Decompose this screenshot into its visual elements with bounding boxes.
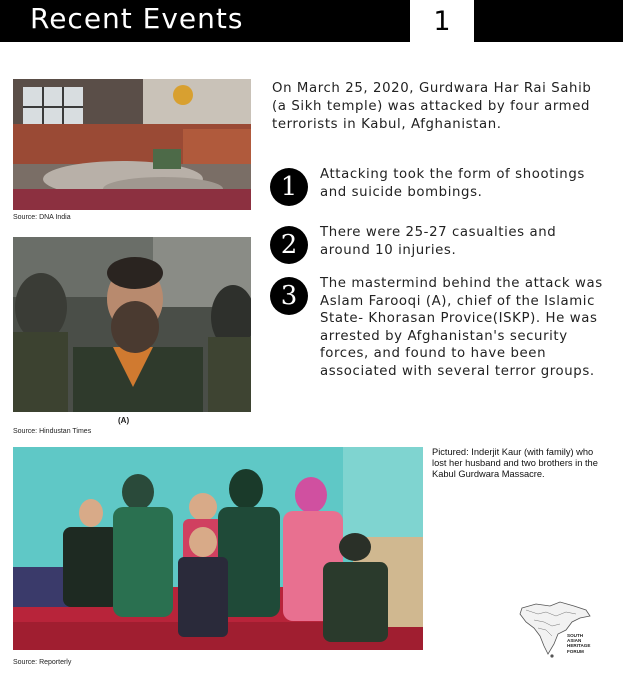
point-3-text: The mastermind behind the attack was Aslam Farooqi (A), chief of the Islamic State- Khorasan Provice(ISKP). He was arrested by Afghanistan's security forces, and found to have been associated with several terror groups.	[320, 276, 603, 379]
point-2-text: There were 25-27 casualties and around 10 injuries.	[320, 225, 557, 258]
page-number: 1	[410, 0, 474, 42]
logo-text	[567, 633, 590, 654]
suspect-photo	[13, 237, 251, 412]
logo-line-1: SOUTH	[567, 633, 584, 638]
family-photo	[13, 447, 423, 650]
intro-paragraph: On March 25, 2020, Gurdwara Har Rai Sahib (a Sikh temple) was attacked by four armed terrorists in Kabul, Afghanistan.	[272, 81, 592, 132]
page-title: Recent Events	[30, 2, 244, 35]
family-photo-source: Source: Reporterly	[13, 659, 72, 666]
point-1-text: Attacking took the form of shootings and suicide bombings.	[320, 167, 585, 200]
logo-line-4: FORUM	[567, 648, 584, 654]
logo-line-3: HERITAGE	[567, 643, 591, 649]
temple-photo	[13, 79, 251, 210]
number-3-icon: 3	[270, 277, 308, 315]
suspect-label: (A)	[118, 416, 130, 425]
number-2-icon: 2	[270, 226, 308, 264]
logo-line-2: ASIAN	[567, 638, 582, 644]
temple-photo-source: Source: DNA India	[13, 214, 71, 221]
family-photo-caption: Pictured: Inderjit Kaur (with family) who lost her husband and two brothers in the Kabul Gurdwara Massacre.	[432, 447, 598, 479]
suspect-photo-source: Source: Hindustan Times	[13, 428, 92, 435]
number-1-icon: 1	[270, 168, 308, 206]
